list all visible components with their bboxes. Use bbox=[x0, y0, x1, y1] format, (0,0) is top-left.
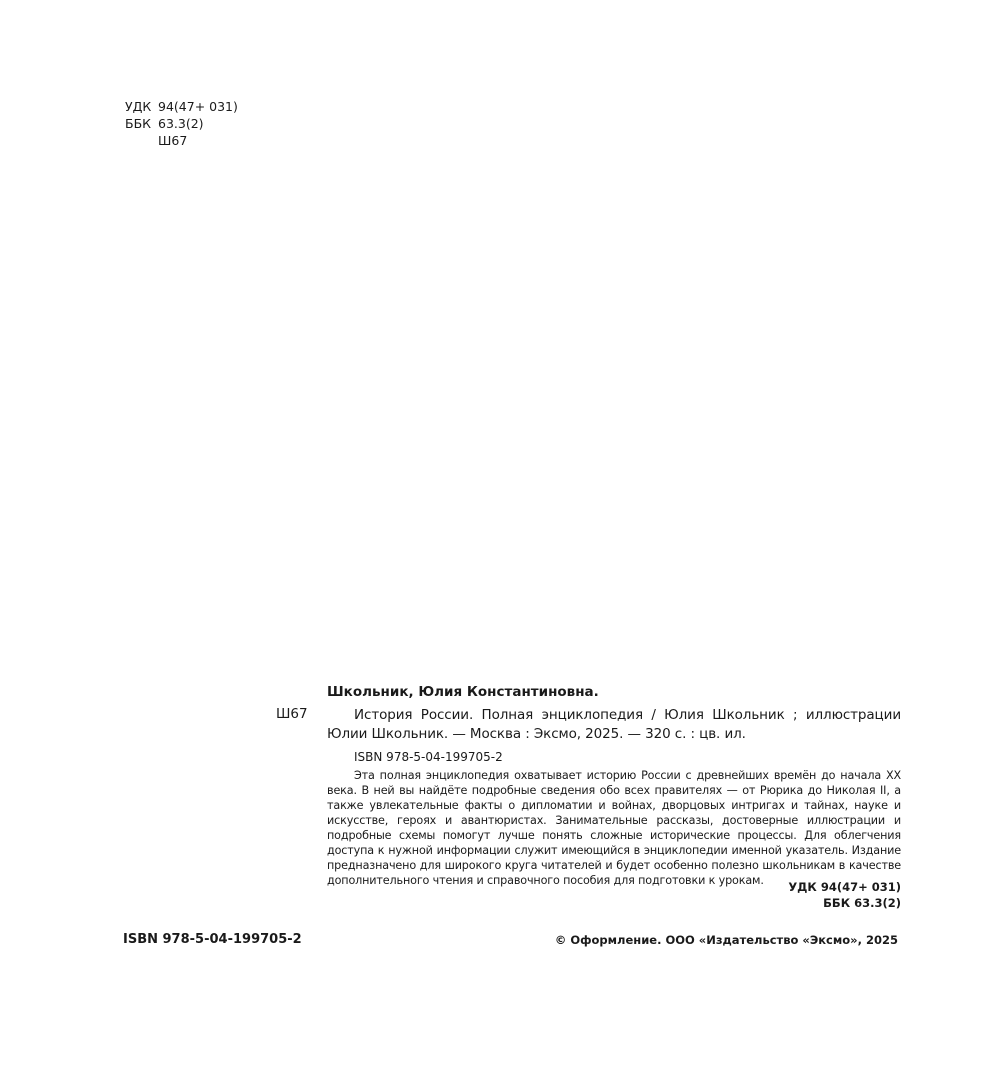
record-author: Школьник, Юлия Константиновна. bbox=[327, 684, 599, 700]
udk-label: УДК bbox=[125, 99, 152, 114]
footer-isbn: ISBN 978-5-04-199705-2 bbox=[123, 932, 302, 947]
record-author-mark: Ш67 bbox=[276, 706, 308, 722]
record-isbn: ISBN 978-5-04-199705-2 bbox=[354, 750, 503, 764]
bbk-value: 63.3(2) bbox=[158, 116, 204, 131]
footer-copyright: © Оформление. ООО «Издательство «Эксмо», 2025 bbox=[554, 933, 898, 947]
author-mark-top: Ш67 bbox=[158, 133, 188, 148]
bbk-row bbox=[125, 115, 238, 132]
udk-row bbox=[125, 98, 238, 115]
record-bbk: ББК 63.3(2) bbox=[823, 896, 901, 910]
record-classification bbox=[640, 879, 901, 911]
classification-block bbox=[125, 98, 238, 149]
record-title: История России. Полная энциклопедия / Юлия Школьник ; иллюстрации Юлии Школьник. — Москва : Эксмо, 2025. — 320 с. : цв. ил. bbox=[327, 707, 901, 742]
bbk-label: ББК bbox=[125, 116, 152, 131]
record-annotation: Эта полная энциклопедия охватывает историю России с древнейших времён до начала XX века. В ней вы найдёте подробные сведения обо всех правителях — от Рюрика до Николая II, а также увлекательные факты о дипломатии и войнах, дворцовых интригах и тайнах, науке и искусстве, героях и авантюристах. Занимательные рассказы, достоверные иллюстрации и подробные схемы помогут лучше понять сложные исторические процессы. Для облегчения доступа к нужной информации служит имеющийся в энциклопедии именной указатель. Издание предназначено для широкого круга читателей и будет особенно полезно школьникам в качестве дополнительного чтения и справочного пособия для подготовки к урокам. bbox=[327, 769, 901, 887]
record-udk: УДК 94(47+ 031) bbox=[788, 880, 901, 894]
udk-value: 94(47+ 031) bbox=[158, 99, 238, 114]
